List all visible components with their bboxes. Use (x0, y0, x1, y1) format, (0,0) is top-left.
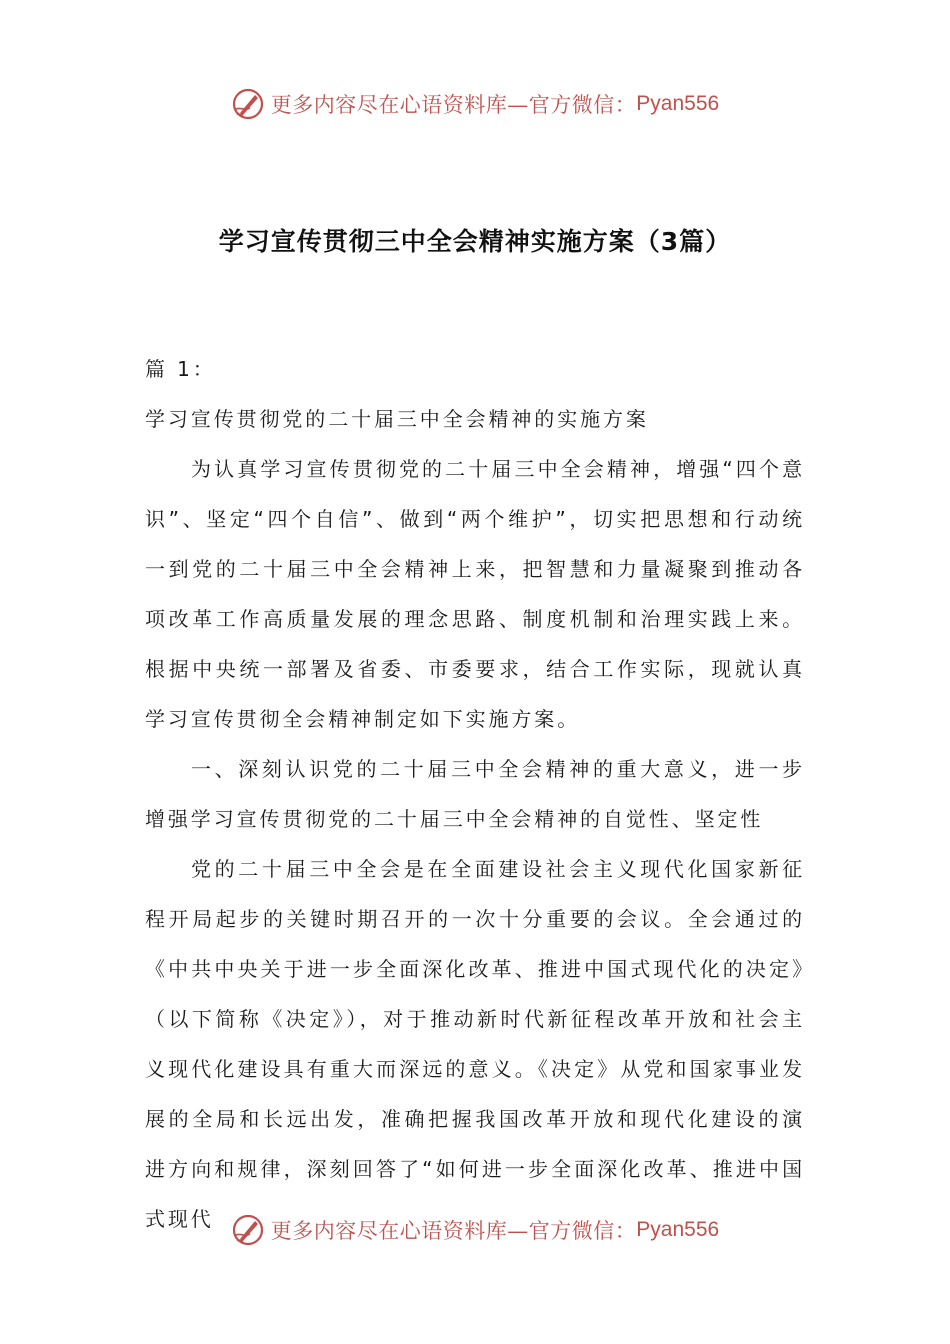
header-watermark-text: 更多内容尽在心语资料库—官方微信： (270, 93, 637, 117)
footer-wechat-id: Pyan556 (636, 1218, 720, 1241)
document-title: 学习宣传贯彻三中全会精神实施方案（3篇） (218, 227, 732, 256)
header-wechat-id: Pyan556 (636, 92, 720, 115)
footer-watermark-text: 更多内容尽在心语资料库—官方微信： (270, 1219, 637, 1243)
section-label: 篇 1： (145, 357, 216, 381)
quill-logo-icon (231, 87, 265, 121)
footer-watermark (0, 1208, 950, 1252)
section-subtitle: 学习宣传贯彻党的二十届三中全会精神的实施方案 (145, 407, 649, 431)
header-watermark (0, 82, 950, 126)
body-paragraph: 党的二十届三中全会是在全面建设社会主义现代化国家新征程开局起步的关键时期召开的一次十分重要的会议。全会通过的《中共中央关于进一步全面深化改革、推进中国式现代化的决定》（以下简称《决定》），对于推动新时代新征程改革开放和社会主义现代化建设具有重大而深远的意义。《决定》从党和国家事业发展的全局和长远出发，准确把握我国改革开放和现代化建设的演进方向和规律，深刻回答了“如何进一步全面深化改革、推进中国式现代 (145, 857, 805, 1231)
quill-logo-icon (231, 1213, 265, 1247)
document-body (145, 344, 805, 1244)
body-paragraph: 为认真学习宣传贯彻党的二十届三中全会精神，增强“四个意识”、坚定“四个自信”、做到“两个维护”，切实把思想和行动统一到党的二十届三中全会精神上来，把智慧和力量凝聚到推动各项改革工作高质量发展的理念思路、制度机制和治理实践上来。根据中央统一部署及省委、市委要求，结合工作实际，现就认真学习宣传贯彻全会精神制定如下实施方案。 (145, 457, 805, 731)
section-heading: 一、深刻认识党的二十届三中全会精神的重大意义，进一步增强学习宣传贯彻党的二十届三中全会精神的自觉性、坚定性 (145, 757, 805, 831)
